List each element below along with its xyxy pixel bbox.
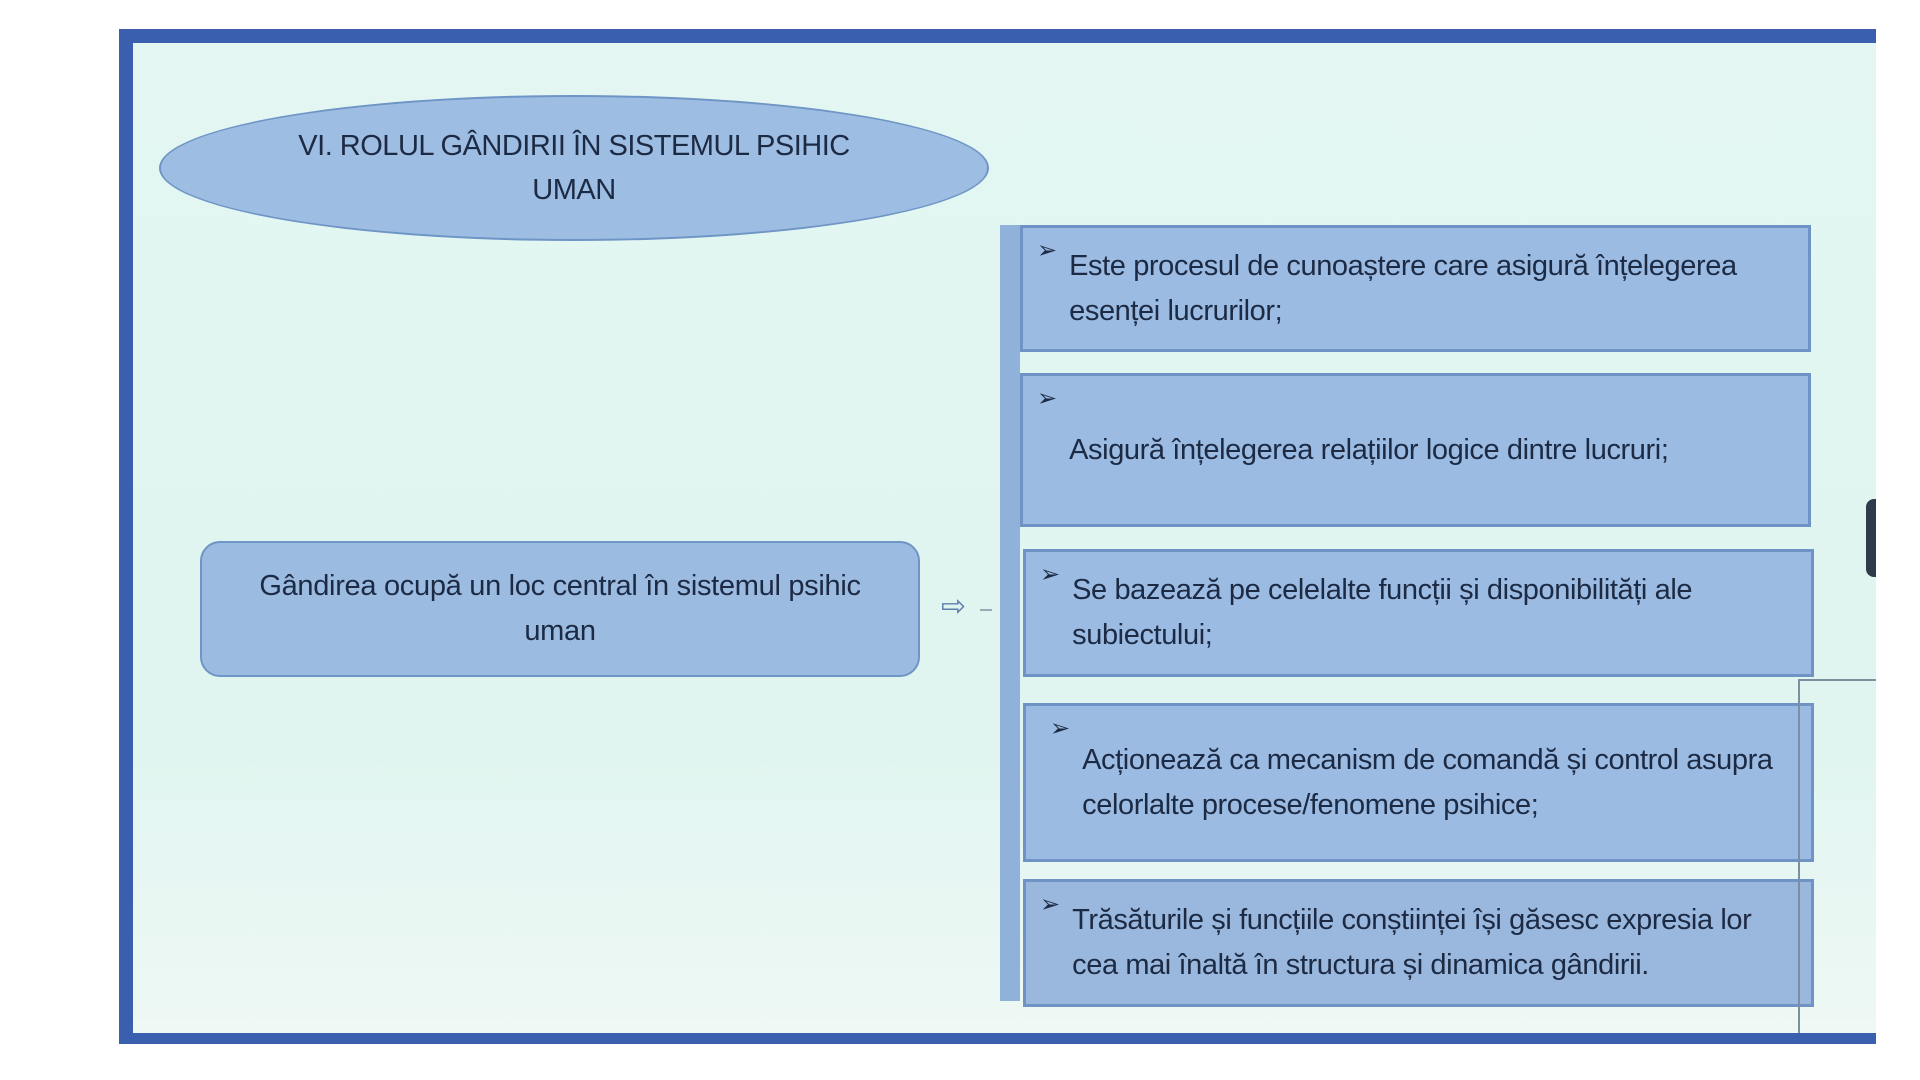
right-arrow-icon: ⇨: [941, 590, 967, 623]
overlay-line-horizontal: [1798, 679, 1876, 681]
connector-line: [980, 609, 992, 611]
arrowhead-bullet-icon: ➢: [1040, 561, 1061, 588]
slide: [133, 43, 1876, 1033]
central-statement: Gândirea ocupă un loc central în sistemul psihic uman: [259, 570, 861, 647]
arrowhead-bullet-icon: ➢: [1037, 385, 1058, 412]
slide-frame: [119, 29, 1876, 1044]
list-item-text: Este procesul de cunoaștere care asigură înțelegerea esenței lucrurilor;: [1069, 249, 1737, 327]
central-statement-box: [200, 541, 920, 677]
arrowhead-bullet-icon: ➢: [1050, 715, 1071, 742]
list-item: [1023, 703, 1814, 862]
list-item: [1023, 549, 1814, 677]
list-panel-strip: [1000, 225, 1020, 1001]
list-item: [1020, 225, 1811, 352]
list-item-text: Se bazează pe celelalte funcții și disponibilități ale subiectului;: [1072, 574, 1693, 651]
overlay-line-vertical: [1798, 679, 1800, 1033]
list-item: [1020, 373, 1811, 527]
slide-title: VI. ROLUL GÂNDIRII ÎN SISTEMUL PSIHIC UMAN: [298, 130, 850, 206]
list-item-text: Acționează ca mecanism de comandă și control asupra celorlalte procese/fenomene psihice;: [1082, 743, 1773, 821]
edge-tab: [1866, 499, 1876, 577]
list-item-text: Trăsăturile și funcțiile conștiinței își găsesc expresia lor cea mai înaltă în structura și dinamica gândirii.: [1072, 904, 1752, 981]
arrowhead-bullet-icon: ➢: [1037, 237, 1058, 264]
list-item: [1023, 879, 1814, 1007]
list-item-text: Asigură înțelegerea relațiilor logice dintre lucruri;: [1069, 433, 1669, 466]
title-ellipse: [159, 95, 989, 241]
arrowhead-bullet-icon: ➢: [1040, 891, 1061, 918]
